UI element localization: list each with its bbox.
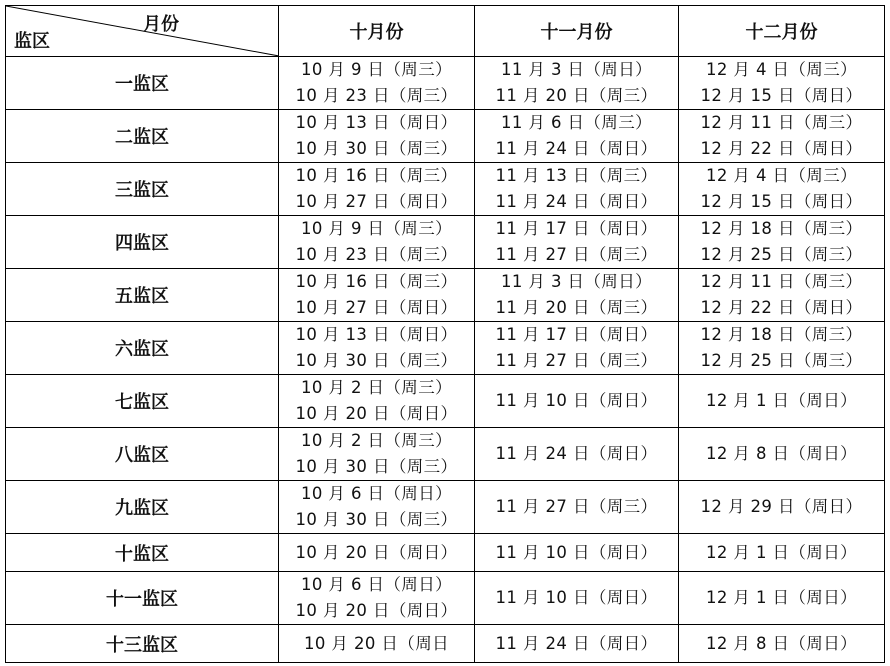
date-entry: 10 月 30 日（周三）: [295, 457, 458, 476]
date-entry: 10 月 30 日（周三）: [295, 139, 458, 158]
date-entry: 10 月 9 日（周三）: [300, 219, 453, 238]
zone-name-cell: 九监区: [6, 481, 279, 534]
date-cell-nov: [475, 534, 679, 572]
date-cell-oct: [279, 625, 475, 663]
date-cell-oct: [279, 163, 475, 216]
date-entry: 12 月 11 日（周三）: [700, 113, 863, 132]
date-cell-nov: [475, 163, 679, 216]
date-entry: 10 月 23 日（周三）: [295, 86, 458, 105]
date-entry: 11 月 3 日（周日）: [500, 272, 653, 291]
date-entry: 12 月 18 日（周三）: [700, 219, 863, 238]
date-entry: 12 月 25 日（周三）: [700, 245, 863, 264]
zone-name-cell: 十监区: [6, 534, 279, 572]
date-entry: 11 月 24 日（周日）: [495, 444, 658, 463]
date-cell-nov: [475, 322, 679, 375]
table-row: [6, 481, 885, 534]
date-cell-oct: [279, 481, 475, 534]
date-entry: 10 月 23 日（周三）: [295, 245, 458, 264]
visit-schedule-table: [5, 5, 885, 663]
date-cell-nov: [475, 216, 679, 269]
date-entry: 11 月 27 日（周三）: [495, 497, 658, 516]
date-cell-dec: [679, 322, 885, 375]
table-body: [6, 57, 885, 663]
date-entry: 12 月 8 日（周日）: [705, 444, 858, 463]
corner-month-label: 月份: [143, 14, 179, 35]
date-cell-dec: [679, 428, 885, 481]
table-row: [6, 428, 885, 481]
table-row: [6, 322, 885, 375]
table-row: [6, 375, 885, 428]
date-cell-oct: [279, 572, 475, 625]
zone-name-cell: 七监区: [6, 375, 279, 428]
date-entry: 10 月 20 日（周日）: [295, 601, 458, 620]
date-cell-dec: [679, 216, 885, 269]
date-entry: 10 月 2 日（周三）: [300, 378, 453, 397]
table-row: [6, 269, 885, 322]
date-cell-nov: [475, 625, 679, 663]
date-entry: 11 月 17 日（周日）: [495, 325, 658, 344]
date-entry: 10 月 13 日（周日）: [295, 325, 458, 344]
date-cell-dec: [679, 110, 885, 163]
month-header-november: 十一月份: [475, 6, 679, 57]
date-entry: 10 月 6 日（周日）: [300, 575, 453, 594]
table-row: [6, 625, 885, 663]
date-cell-nov: [475, 269, 679, 322]
date-cell-oct: [279, 534, 475, 572]
date-entry: 10 月 20 日（周日: [303, 633, 450, 653]
corner-zone-label: 监区: [14, 31, 50, 52]
zone-name-cell: 一监区: [6, 57, 279, 110]
date-entry: 11 月 24 日（周日）: [495, 633, 658, 653]
date-entry: 11 月 3 日（周日）: [500, 60, 653, 79]
date-cell-nov: [475, 57, 679, 110]
date-cell-nov: [475, 428, 679, 481]
date-entry: 10 月 13 日（周日）: [295, 113, 458, 132]
date-entry: 11 月 20 日（周三）: [495, 86, 658, 105]
date-cell-dec: [679, 163, 885, 216]
date-entry: 12 月 1 日（周日）: [705, 391, 858, 410]
date-entry: 12 月 4 日（周三）: [705, 60, 858, 79]
date-entry: 12 月 18 日（周三）: [700, 325, 863, 344]
schedule-table-container: [5, 5, 885, 663]
table-row: [6, 572, 885, 625]
date-entry: 12 月 11 日（周三）: [700, 272, 863, 291]
zone-name-cell: 三监区: [6, 163, 279, 216]
date-entry: 10 月 2 日（周三）: [300, 431, 453, 450]
date-entry: 10 月 30 日（周三）: [295, 510, 458, 529]
date-entry: 11 月 10 日（周日）: [495, 542, 658, 562]
date-entry: 10 月 20 日（周日）: [295, 542, 458, 562]
date-cell-dec: [679, 269, 885, 322]
date-entry: 12 月 15 日（周日）: [700, 192, 863, 211]
date-cell-nov: [475, 572, 679, 625]
date-cell-oct: [279, 110, 475, 163]
date-entry: 12 月 8 日（周日）: [705, 633, 858, 653]
zone-name-cell: 四监区: [6, 216, 279, 269]
date-cell-nov: [475, 110, 679, 163]
date-entry: 11 月 27 日（周三）: [495, 351, 658, 370]
header-row: [6, 6, 885, 57]
date-entry: 10 月 6 日（周日）: [300, 484, 453, 503]
date-entry: 10 月 16 日（周三）: [295, 272, 458, 291]
table-row: [6, 216, 885, 269]
date-cell-dec: [679, 57, 885, 110]
date-entry: 12 月 4 日（周三）: [705, 166, 858, 185]
date-entry: 10 月 27 日（周日）: [295, 192, 458, 211]
table-row: [6, 163, 885, 216]
date-entry: 11 月 27 日（周三）: [495, 245, 658, 264]
zone-name-cell: 八监区: [6, 428, 279, 481]
date-cell-dec: [679, 481, 885, 534]
date-cell-dec: [679, 375, 885, 428]
date-cell-dec: [679, 625, 885, 663]
date-entry: 10 月 20 日（周日）: [295, 404, 458, 423]
zone-name-cell: 五监区: [6, 269, 279, 322]
zone-name-cell: 十三监区: [6, 625, 279, 663]
date-cell-dec: [679, 534, 885, 572]
month-header-october: 十月份: [279, 6, 475, 57]
date-entry: 12 月 25 日（周三）: [700, 351, 863, 370]
date-cell-nov: [475, 375, 679, 428]
date-entry: 12 月 29 日（周日）: [700, 497, 863, 516]
date-entry: 11 月 24 日（周日）: [495, 192, 658, 211]
date-entry: 12 月 1 日（周日）: [705, 542, 858, 562]
date-entry: 12 月 22 日（周日）: [700, 139, 863, 158]
date-entry: 11 月 10 日（周日）: [495, 588, 658, 607]
date-entry: 11 月 17 日（周日）: [495, 219, 658, 238]
date-cell-oct: [279, 428, 475, 481]
date-entry: 12 月 1 日（周日）: [705, 588, 858, 607]
date-entry: 12 月 22 日（周日）: [700, 298, 863, 317]
table-row: [6, 110, 885, 163]
date-entry: 10 月 30 日（周三）: [295, 351, 458, 370]
date-entry: 11 月 10 日（周日）: [495, 391, 658, 410]
zone-name-cell: 十一监区: [6, 572, 279, 625]
date-cell-nov: [475, 481, 679, 534]
date-entry: 11 月 20 日（周三）: [495, 298, 658, 317]
date-entry: 10 月 9 日（周三）: [300, 60, 453, 79]
date-cell-oct: [279, 216, 475, 269]
zone-name-cell: 二监区: [6, 110, 279, 163]
date-cell-oct: [279, 375, 475, 428]
date-cell-oct: [279, 269, 475, 322]
date-cell-oct: [279, 322, 475, 375]
table-row: [6, 57, 885, 110]
corner-header-cell: [6, 6, 279, 57]
date-entry: 10 月 16 日（周三）: [295, 166, 458, 185]
month-header-december: 十二月份: [679, 6, 885, 57]
date-entry: 11 月 13 日（周三）: [495, 166, 658, 185]
date-entry: 11 月 24 日（周日）: [495, 139, 658, 158]
date-entry: 11 月 6 日（周三）: [500, 113, 653, 132]
table-row: [6, 534, 885, 572]
date-entry: 10 月 27 日（周日）: [295, 298, 458, 317]
date-cell-dec: [679, 572, 885, 625]
zone-name-cell: 六监区: [6, 322, 279, 375]
date-cell-oct: [279, 57, 475, 110]
date-entry: 12 月 15 日（周日）: [700, 86, 863, 105]
